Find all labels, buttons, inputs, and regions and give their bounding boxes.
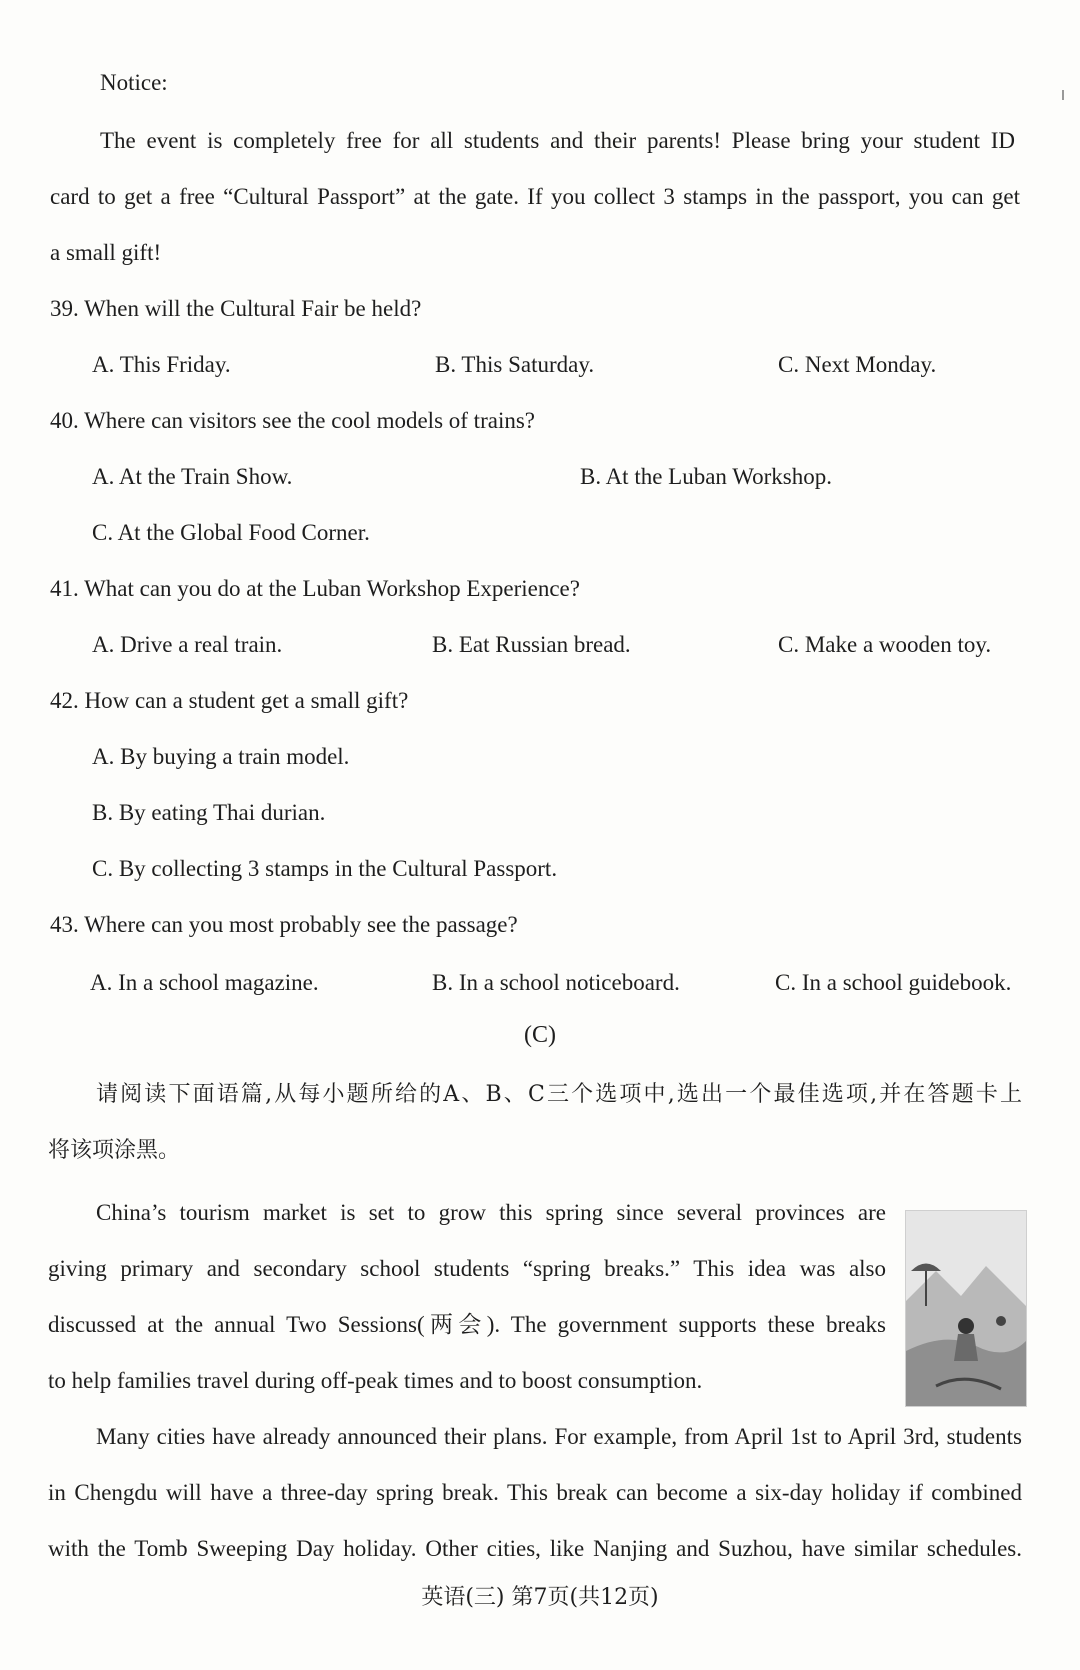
question-43-option-a: A. In a school magazine.	[90, 970, 319, 995]
question-42-option-b: B. By eating Thai durian.	[92, 800, 326, 825]
notice-heading: Notice:	[100, 70, 168, 95]
question-40-option-a: A. At the Train Show.	[92, 464, 293, 489]
passage-c-para1-line-2: giving primary and secondary school students “spring breaks.” This idea was also	[48, 1256, 886, 1281]
passage-c-para1-line-1: China’s tourism market is set to grow this spring since several provinces are	[96, 1200, 886, 1225]
question-43-stem: 43. Where can you most probably see the passage?	[50, 912, 518, 937]
question-41-option-c: C. Make a wooden toy.	[778, 632, 992, 657]
question-40-option-b: B. At the Luban Workshop.	[580, 464, 832, 489]
question-42-option-a: A. By buying a train model.	[92, 744, 350, 769]
page-footer: 英语(三) 第7页(共12页)	[421, 1585, 659, 1610]
question-43-option-c: C. In a school guidebook.	[775, 970, 1012, 995]
question-39-option-c: C. Next Monday.	[778, 352, 937, 377]
notice-line-2: card to get a free “Cultural Passport” at the gate. If you collect 3 stamps in the passport, you can get	[50, 184, 1020, 209]
scan-mark	[1062, 90, 1064, 100]
question-39-option-a: A. This Friday.	[92, 352, 231, 377]
question-41-stem: 41. What can you do at the Luban Workshop Experience?	[50, 576, 580, 601]
passage-c-para1-line-4: to help families travel during off-peak times and to boost consumption.	[48, 1368, 703, 1393]
section-c-instruction-2: 将该项涂黑。	[48, 1138, 181, 1163]
passage-c-para2-line-2: in Chengdu will have a three-day spring break. This break can become a six-day holiday if combined	[48, 1480, 1022, 1505]
illustration-graphic	[906, 1211, 1026, 1406]
passage-c-para1-line-3: discussed at the annual Two Sessions(两会). The government supports these breaks	[48, 1312, 886, 1337]
notice-line-1: The event is completely free for all students and their parents! Please bring your student ID	[100, 128, 1015, 153]
passage-c-para2-line-1: Many cities have already announced their plans. For example, from April 1st to April 3rd, students	[96, 1424, 1022, 1449]
question-42-option-c: C. By collecting 3 stamps in the Cultural Passport.	[92, 856, 558, 881]
question-41-option-a: A. Drive a real train.	[92, 632, 283, 657]
notice-line-3: a small gift!	[50, 240, 162, 265]
section-c-instruction-1: 请阅读下面语篇,从每小题所给的A、B、C三个选项中,选出一个最佳选项,并在答题卡上	[96, 1082, 1022, 1107]
question-40-option-c: C. At the Global Food Corner.	[92, 520, 370, 545]
spring-outing-illustration	[905, 1210, 1027, 1407]
question-39-option-b: B. This Saturday.	[435, 352, 595, 377]
question-41-option-b: B. Eat Russian bread.	[432, 632, 631, 657]
question-43-option-b: B. In a school noticeboard.	[432, 970, 680, 995]
question-42-stem: 42. How can a student get a small gift?	[50, 688, 409, 713]
passage-c-para2-line-3: with the Tomb Sweeping Day holiday. Other cities, like Nanjing and Suzhou, have similar schedules.	[48, 1536, 1022, 1561]
question-40-stem: 40. Where can visitors see the cool models of trains?	[50, 408, 535, 433]
question-39-stem: 39. When will the Cultural Fair be held?	[50, 296, 422, 321]
section-c-label: (C)	[524, 1022, 556, 1048]
